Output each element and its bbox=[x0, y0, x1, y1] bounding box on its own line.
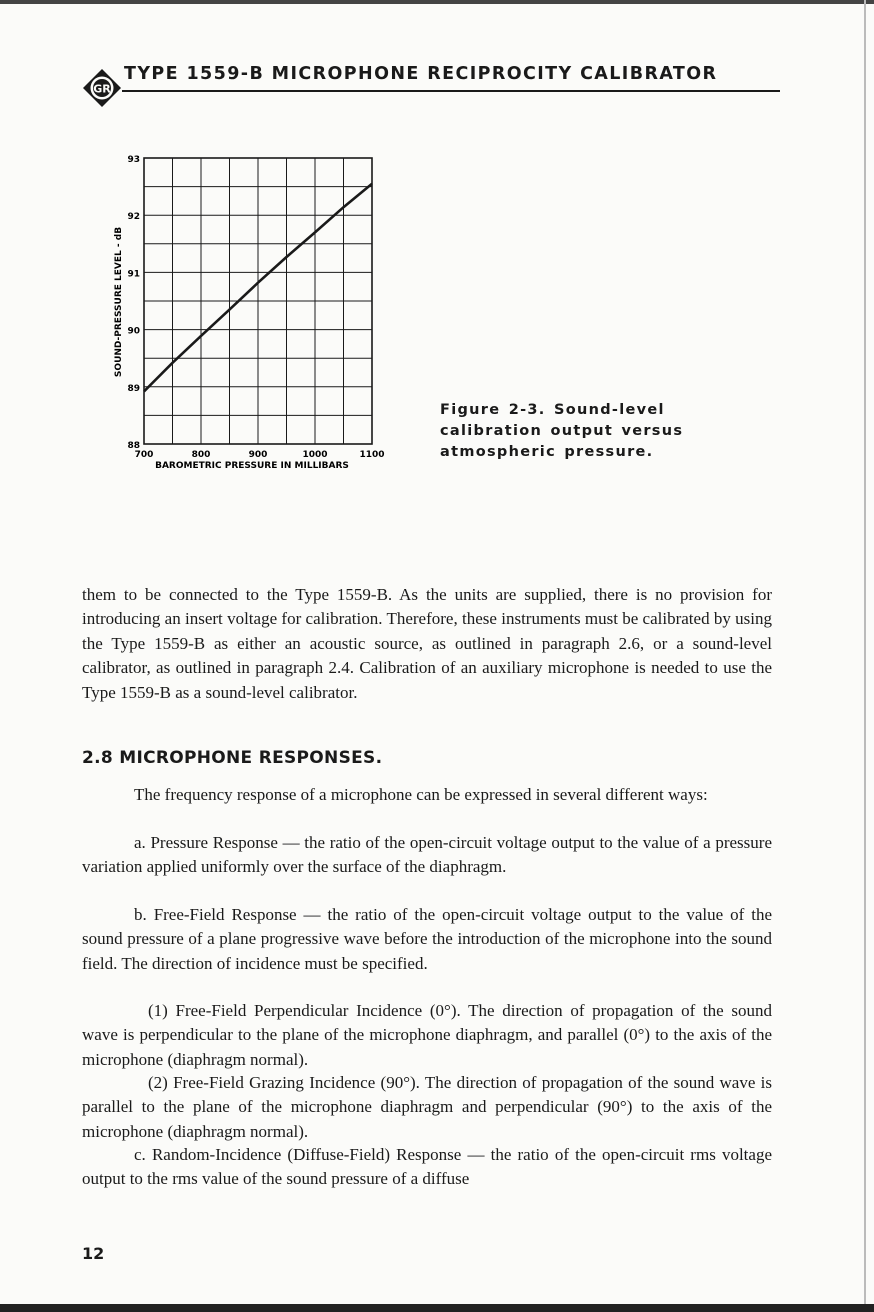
page-right-edge bbox=[864, 0, 866, 1312]
y-tick-label: 91 bbox=[127, 269, 140, 280]
y-tick-label: 90 bbox=[127, 326, 140, 337]
y-tick-label: 92 bbox=[127, 212, 140, 223]
x-tick-label: 1100 bbox=[359, 450, 385, 460]
paragraph-perpendicular-incidence: (1) Free-Field Perpendicular Incidence (0°). The direction of propagation of the sound wave is perpendicular to the plane of the microphone diaphragm, and parallel (0°) to the axis of the microphone (diaphragm normal). bbox=[82, 1001, 772, 1069]
paragraph-continuation: them to be connected to the Type 1559-B. As the units are supplied, there is no provision for introducing an insert voltage for calibration. Therefore, these instruments must be calibrated by using the Type 1559-B as either an acoustic source, as outlined in paragraph 2.6, or a sound-level calibrator, as outlined in paragraph 2.4. Calibration of an auxiliary microphone is needed to use the Type 1559-B as a sound-level calibrator. bbox=[82, 585, 772, 702]
paragraph-intro: The frequency response of a microphone can be expressed in several different ways: bbox=[134, 785, 708, 804]
pressure-chart bbox=[106, 150, 406, 490]
page-number: 12 bbox=[82, 1244, 105, 1263]
paragraph-free-field-response: b. Free-Field Response — the ratio of the open-circuit voltage output to the value of the sound pressure of a plane progressive wave before the introduction of the microphone into the sound field. The direction of incidence must be specified. bbox=[82, 905, 772, 973]
y-tick-label: 93 bbox=[127, 155, 140, 165]
section-heading: 2.8 MICROPHONE RESPONSES. bbox=[82, 748, 383, 768]
x-tick-label: 800 bbox=[191, 450, 211, 460]
page-top-edge bbox=[0, 0, 874, 4]
y-axis-label: SOUND-PRESSURE LEVEL - dB bbox=[114, 226, 124, 378]
page-header bbox=[82, 62, 782, 112]
paragraph-random-incidence: c. Random-Incidence (Diffuse-Field) Response — the ratio of the open-circuit rms voltage output to the rms value of the sound pressure of a diffuse bbox=[82, 1145, 772, 1189]
y-tick-label: 89 bbox=[127, 383, 140, 394]
header-rule bbox=[122, 90, 780, 92]
y-tick-label: 88 bbox=[127, 441, 140, 451]
gr-logo-icon bbox=[82, 68, 122, 108]
x-tick-label: 900 bbox=[248, 450, 268, 460]
chart-grid bbox=[144, 158, 372, 444]
x-tick-labels bbox=[135, 450, 385, 460]
page-bottom-edge bbox=[0, 1304, 874, 1312]
paragraph-pressure-response: a. Pressure Response — the ratio of the open-circuit voltage output to the value of a pressure variation applied uniformly over the surface of the diaphragm. bbox=[82, 833, 772, 877]
figure-caption: Figure 2-3. Sound-level calibration output versus atmospheric pressure. bbox=[440, 402, 684, 460]
x-tick-label: 700 bbox=[134, 450, 154, 460]
y-tick-labels bbox=[127, 155, 140, 451]
x-axis-label: BAROMETRIC PRESSURE IN MILLIBARS bbox=[155, 461, 349, 471]
header-title: TYPE 1559-B MICROPHONE RECIPROCITY CALIBRATOR bbox=[124, 64, 718, 84]
x-tick-label: 1000 bbox=[302, 450, 328, 460]
logo-text: GR bbox=[93, 82, 111, 96]
paragraph-grazing-incidence: (2) Free-Field Grazing Incidence (90°). The direction of propagation of the sound wave is parallel to the plane of the microphone diaphragm and perpendicular (90°) to the axis of the microphone (diaphragm normal). bbox=[82, 1073, 772, 1141]
